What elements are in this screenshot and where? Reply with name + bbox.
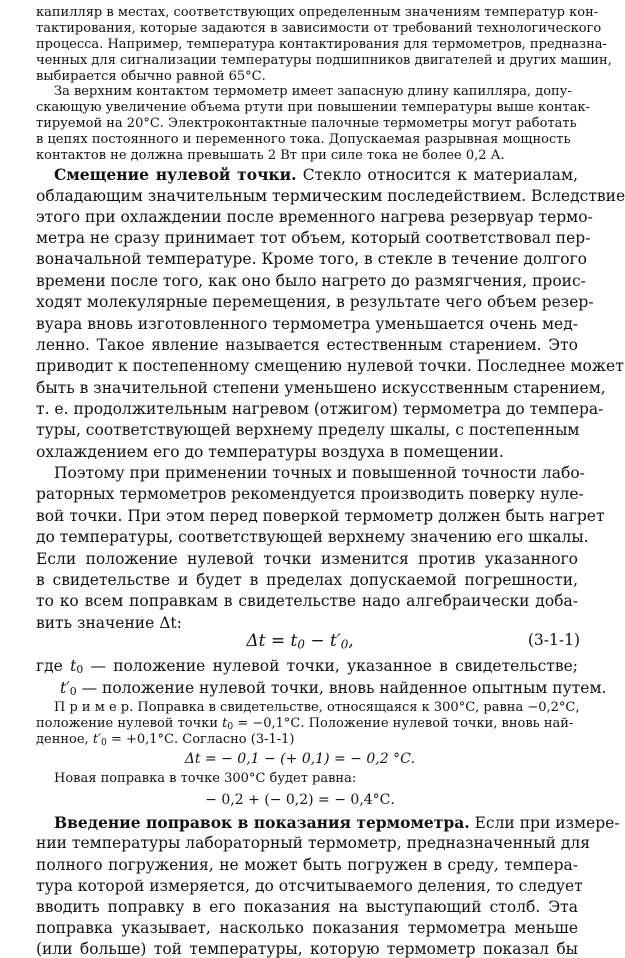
equation-subscript: 0: [340, 637, 349, 652]
equation-sign: −: [304, 631, 330, 651]
where-line: [0, 659, 600, 676]
text-line: процесса. Например, температура контактирования для термометров, предназна-: [36, 37, 607, 52]
text-line: обладающим значительным термическим последействием. Вследствие: [36, 187, 625, 205]
where-text: — положение нулевой точки, указанное в свидетельстве;: [90, 657, 578, 675]
section-heading-line: [0, 167, 600, 184]
text-span: = −0,1°С. Положение нулевой точки, вновь най-: [237, 716, 574, 731]
example-line: [0, 733, 600, 748]
text-line: т. е. продолжительным нагревом (отжигом) термометра до темпера-: [36, 400, 604, 418]
text-line: до температуры, соответствующей верхнему значению его шкалы.: [36, 528, 589, 546]
text-line: полного погружения, не может быть погружен в среду, темпера-: [36, 856, 578, 874]
text-line: поправка указывает, насколько показания термометра меньше: [36, 919, 578, 937]
text-line: метра не сразу принимает тот объем, который соответствовал пер-: [36, 229, 591, 247]
equation-subscript: 0: [297, 637, 305, 652]
example-line: П р и м е р. Поправка в свидетельстве, относящаяся к 300°С, равна −0,2°С,: [54, 700, 580, 715]
text-line: Поэтому при применении точных и повышенной точности лабо-: [54, 464, 585, 482]
text-span: положение нулевой точки: [36, 716, 218, 731]
text-line: ченных для сигнализации температуры подшипников двигателей и других машин,: [36, 53, 612, 68]
equation-lhs: Δt: [246, 631, 266, 651]
equation-symbol: t′: [329, 631, 341, 651]
text-line: За верхним контактом термометр имеет запасную длину капилляра, допу-: [54, 84, 572, 99]
where-prefix: где: [36, 657, 63, 675]
text-span: = +0,1°С. Согласно (3-1-1): [110, 732, 295, 747]
example-line: Новая поправка в точке 300°С будет равна:: [54, 771, 357, 786]
text-line: вводить поправку в его показания на выступающий столб. Эта: [36, 898, 578, 916]
text-line: тактирования, которые задаются в зависимости от требований технологического: [36, 21, 602, 36]
example-formula: − 0,2 + (− 0,2) = − 0,4°С.: [205, 792, 395, 808]
text-line: времени после того, как оно было нагрето до размягчения, проис-: [36, 272, 586, 290]
equation-number: (3-1-1): [527, 631, 580, 649]
text-span: денное,: [36, 732, 89, 747]
text-span: Стекло относится к материалам,: [302, 166, 578, 184]
text-line: охлаждением его до температуры воздуха в помещении.: [36, 443, 504, 461]
text-line: туры, соответствующей верхнему пределу шкалы, с постепенным: [36, 421, 580, 439]
equation: [0, 633, 600, 651]
text-line: нии температуры лабораторный термометр, предназначенный для: [36, 834, 590, 852]
example-subscript: 0: [227, 721, 234, 732]
text-line: в цепях постоянного и переменного тока. Допускаемая разрывная мощность: [36, 132, 571, 147]
text-line: (или больше) той температуры, которую термометр показал бы: [36, 940, 578, 958]
text-line: вуара вновь изготовленного термометра уменьшается очень мед-: [36, 315, 578, 333]
text-line: тируемой на 20°С. Электроконтактные палочные термометры могут работать: [36, 116, 577, 131]
section-heading: Смещение нулевой точки.: [54, 165, 297, 184]
equation-punct: ,: [348, 631, 354, 651]
equation-sign: =: [265, 631, 291, 651]
text-line: вой точки. При этом перед поверкой термометр должен быть нагрет: [36, 507, 605, 525]
text-line: быть в значительной степени уменьшено искусственным старением,: [36, 379, 606, 397]
text-line: тура которой измеряется, до отсчитываемого деления, то следует: [36, 877, 583, 895]
text-line: приводит к постепенному смещению нулевой точки. Последнее может: [36, 357, 624, 375]
text-line: вить значение Δt:: [36, 614, 182, 632]
equation-symbol: t: [290, 631, 298, 651]
text-line: Если положение нулевой точки изменится против указанного: [36, 550, 578, 568]
where-line: [0, 679, 607, 699]
text-line: то ко всем поправкам в свидетельстве надо алгебраически доба-: [36, 592, 578, 610]
where-symbol: t′: [60, 679, 70, 697]
text-line: раторных термометров рекомендуется производить поверку нуле-: [36, 485, 584, 503]
example-line: [0, 717, 600, 732]
where-text: — положение нулевой точки, вновь найденное опытным путем.: [81, 679, 607, 697]
where-subscript: 0: [76, 663, 84, 677]
text-line: в свидетельстве и будет в пределах допускаемой погрешности,: [36, 571, 578, 589]
example-subscript: 0: [101, 737, 107, 748]
example-symbol: t′: [92, 732, 102, 747]
text-line: контактов не должна превышать 2 Вт при силе тока не более 0,2 А.: [36, 148, 505, 163]
text-line: выбирается обычно равной 65°С.: [36, 69, 266, 84]
text-line: скающую увеличение объема ртути при повышении температуры выше контак-: [36, 100, 591, 115]
text-line: ходят молекулярные перемещения, в результате чего объем резер-: [36, 293, 594, 311]
where-symbol: t: [70, 657, 77, 675]
section-heading-line: [0, 813, 620, 832]
example-symbol: t: [222, 716, 228, 731]
text-line: ленно. Такое явление называется естественным старением. Это: [36, 336, 578, 354]
text-line: воначальной температуре. Кроме того, в стекле в течение долгого: [36, 250, 587, 268]
where-subscript: 0: [69, 685, 77, 699]
section-heading: Введение поправок в показания термометра.: [54, 813, 470, 832]
text-span: Если при измере-: [474, 814, 620, 832]
example-formula: Δt = − 0,1 − (+ 0,1) = − 0,2 °С.: [184, 751, 416, 767]
text-line: капилляр в местах, соответствующих определенным значениям температур кон-: [36, 5, 599, 20]
text-line: этого при охлаждении после временного нагрева резервуар термо-: [36, 208, 593, 226]
